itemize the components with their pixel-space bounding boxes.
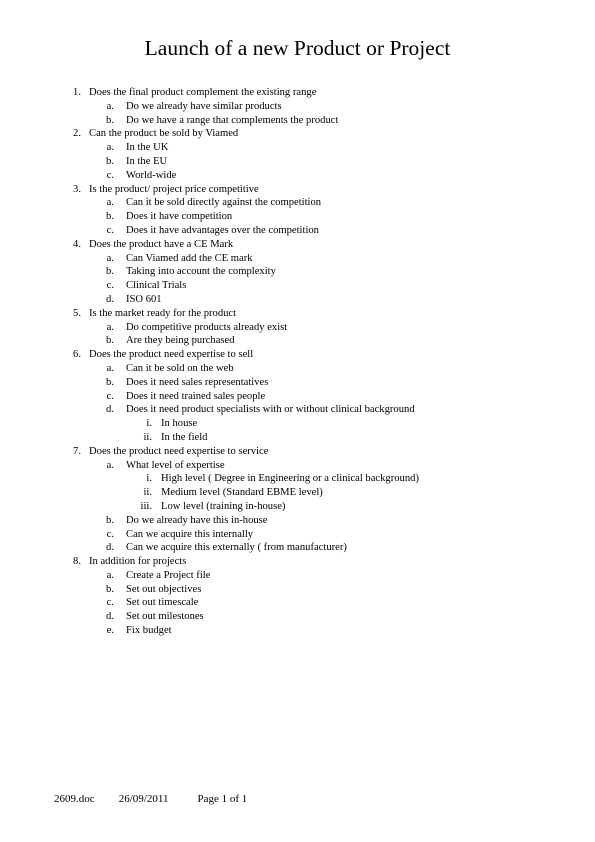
page-footer xyxy=(54,793,247,805)
outline-item-text: Does the product need expertise to sell xyxy=(89,349,254,361)
outline-subitem xyxy=(0,265,595,279)
outline-subsubitem-text: Low level (training in-house) xyxy=(161,500,286,512)
outline-item xyxy=(0,183,595,197)
outline-subitem-text: Does it need trained sales people xyxy=(126,390,266,402)
outline-subsubitem xyxy=(0,417,595,431)
outline-subitem-text: Do competitive products already exist xyxy=(126,321,288,333)
outline-item-marker: 4. xyxy=(73,238,81,250)
outline-subsubitem-marker: ii. xyxy=(143,431,152,443)
outline-subitem-text: What level of expertise xyxy=(126,459,225,471)
outline-subitem-text: Are they being purchased xyxy=(126,335,235,347)
outline-item xyxy=(0,238,595,252)
outline-item-marker: 3. xyxy=(73,183,81,195)
outline-subitem xyxy=(0,528,595,542)
outline-item xyxy=(0,86,595,100)
outline-subsubitem-text: Medium level (Standard EBME level) xyxy=(161,487,323,499)
outline-subitem-marker: d. xyxy=(106,404,114,416)
outline-subitem-text: Do we have a range that complements the product xyxy=(126,114,339,126)
outline-subsubitem xyxy=(0,431,595,445)
outline-subitem xyxy=(0,403,595,417)
outline-subitem xyxy=(0,252,595,266)
outline-subitem xyxy=(0,334,595,348)
outline-subitem xyxy=(0,610,595,624)
outline-item-text: Is the product/ project price competitive xyxy=(89,183,259,195)
outline-subitem-marker: c. xyxy=(106,280,114,292)
outline-subitem xyxy=(0,390,595,404)
outline-item-text: In addition for projects xyxy=(89,556,187,568)
outline-subitem-marker: b. xyxy=(106,211,114,223)
outline-subitem-marker: d. xyxy=(106,293,114,305)
outline-subitem xyxy=(0,624,595,638)
outline-subitem-text: Can it be sold directly against the competition xyxy=(126,197,322,209)
outline-subsubitem-marker: i. xyxy=(146,418,152,430)
outline-subitem-marker: d. xyxy=(106,542,114,554)
outline-subitem-marker: a. xyxy=(106,362,114,374)
outline-subitem xyxy=(0,376,595,390)
outline-subitem-text: Clinical Trials xyxy=(126,280,187,292)
outline-subitem xyxy=(0,279,595,293)
outline-subitem-marker: c. xyxy=(106,224,114,236)
outline-subitem xyxy=(0,155,595,169)
outline-subitem-marker: a. xyxy=(106,100,114,112)
outline-subitem-text: Does it have competition xyxy=(126,211,233,223)
outline-subitem-text: Can we acquire this internally xyxy=(126,528,254,540)
outline-item-text: Does the final product complement the existing range xyxy=(89,87,317,98)
outline-subitem xyxy=(0,210,595,224)
outline-subitem-marker: c. xyxy=(106,528,114,540)
outline-subitem-marker: c. xyxy=(106,390,114,402)
outline-subitem xyxy=(0,362,595,376)
outline-subitem xyxy=(0,596,595,610)
outline-subitem-marker: a. xyxy=(106,197,114,209)
outline-subitem xyxy=(0,224,595,238)
outline-subitem-text: Does it need sales representatives xyxy=(126,376,269,388)
outline-item-text: Does the product have a CE Mark xyxy=(89,238,234,250)
outline-item-marker: 8. xyxy=(73,556,81,568)
outline-subitem-marker: b. xyxy=(106,155,114,167)
outline-subitem-text: World-wide xyxy=(126,169,177,181)
outline-subitem-text: Does it have advantages over the competition xyxy=(126,224,319,236)
outline-item-marker: 7. xyxy=(73,445,81,457)
outline-subitem xyxy=(0,541,595,555)
outline-subitem-text: Fix budget xyxy=(126,625,172,637)
outline-item-marker: 6. xyxy=(73,349,81,361)
outline-subitem-text: Set out timescale xyxy=(126,597,199,609)
outline-subitem xyxy=(0,569,595,583)
outline-subitem-marker: c. xyxy=(106,597,114,609)
outline-subitem-marker: a. xyxy=(106,569,114,581)
outline-subitem-marker: b. xyxy=(106,266,114,278)
outline-item-text: Does the product need expertise to service xyxy=(89,445,269,457)
outline-subitem-text: Can it be sold on the web xyxy=(126,362,234,374)
outline-subitem-text: In the UK xyxy=(126,142,169,154)
outline-subitem xyxy=(0,141,595,155)
outline-subitem-marker: a. xyxy=(106,252,114,264)
outline-subitem-marker: e. xyxy=(106,625,114,637)
outline-subitem xyxy=(0,114,595,128)
outline-subsubitem-text: High level ( Degree in Engineering or a clinical background) xyxy=(161,473,419,485)
outline-subsubitem xyxy=(0,486,595,500)
outline-subitem-marker: b. xyxy=(106,376,114,388)
outline-item-marker: 1. xyxy=(73,87,81,98)
outline-subitem xyxy=(0,196,595,210)
outline-item-marker: 2. xyxy=(73,128,81,140)
outline-subsubitem-marker: iii. xyxy=(140,500,152,512)
outline-item-text: Is the market ready for the product xyxy=(89,307,237,319)
footer-page-number: Page 1 of 1 xyxy=(197,793,248,805)
outline-subitem-text: Does it need product specialists with or without clinical background xyxy=(126,404,415,416)
outline-subitem xyxy=(0,100,595,114)
footer-filename: 2609.doc xyxy=(54,793,95,805)
outline-subitem-text: Taking into account the complexity xyxy=(126,266,276,278)
outline-subsubitem-text: In house xyxy=(161,418,198,430)
outline-item xyxy=(0,445,595,459)
outline-subitem-text: Do we already have this in-house xyxy=(126,514,268,526)
outline-subitem xyxy=(0,169,595,183)
outline-subitem-marker: c. xyxy=(106,169,114,181)
outline-subitem-marker: d. xyxy=(106,611,114,623)
outline-item-text: Can the product be sold by Viamed xyxy=(89,128,239,140)
outline-subitem-marker: b. xyxy=(106,514,114,526)
outline-item xyxy=(0,307,595,321)
outline-item xyxy=(0,555,595,569)
outline-subsubitem xyxy=(0,472,595,486)
outline-subitem-marker: b. xyxy=(106,583,114,595)
outline-subitem-text: Create a Project file xyxy=(126,569,211,581)
outline-subitem-marker: b. xyxy=(106,114,114,126)
outline-subitem-text: Can Viamed add the CE mark xyxy=(126,252,253,264)
outline-subitem xyxy=(0,514,595,528)
footer-date: 26/09/2011 xyxy=(118,793,169,805)
outline-subsubitem xyxy=(0,500,595,514)
outline-subitem xyxy=(0,459,595,473)
outline-subitem xyxy=(0,321,595,335)
outline-subitem-text: Set out objectives xyxy=(126,583,202,595)
outline-subitem-text: Do we already have similar products xyxy=(126,100,282,112)
outline-subitem-text: Can we acquire this externally ( from manufacturer) xyxy=(126,542,347,554)
outline-subitem-marker: a. xyxy=(106,459,114,471)
outline-subitem-text: Set out milestones xyxy=(126,611,204,623)
outline-subitem-marker: a. xyxy=(106,321,114,333)
outline-item xyxy=(0,348,595,362)
outline-list xyxy=(0,86,595,638)
outline-subitem-marker: b. xyxy=(106,335,114,347)
outline-subitem-text: In the EU xyxy=(126,155,168,167)
outline-item-marker: 5. xyxy=(73,307,81,319)
outline-subsubitem-marker: i. xyxy=(146,473,152,485)
outline-subsubitem-text: In the field xyxy=(161,431,208,443)
outline-subitem xyxy=(0,583,595,597)
outline-subsubitem-marker: ii. xyxy=(143,487,152,499)
document-title: Launch of a new Product or Project xyxy=(144,36,451,60)
outline-subitem xyxy=(0,293,595,307)
outline-subitem-text: ISO 601 xyxy=(126,293,162,305)
outline-item xyxy=(0,127,595,141)
outline-subitem-marker: a. xyxy=(106,142,114,154)
